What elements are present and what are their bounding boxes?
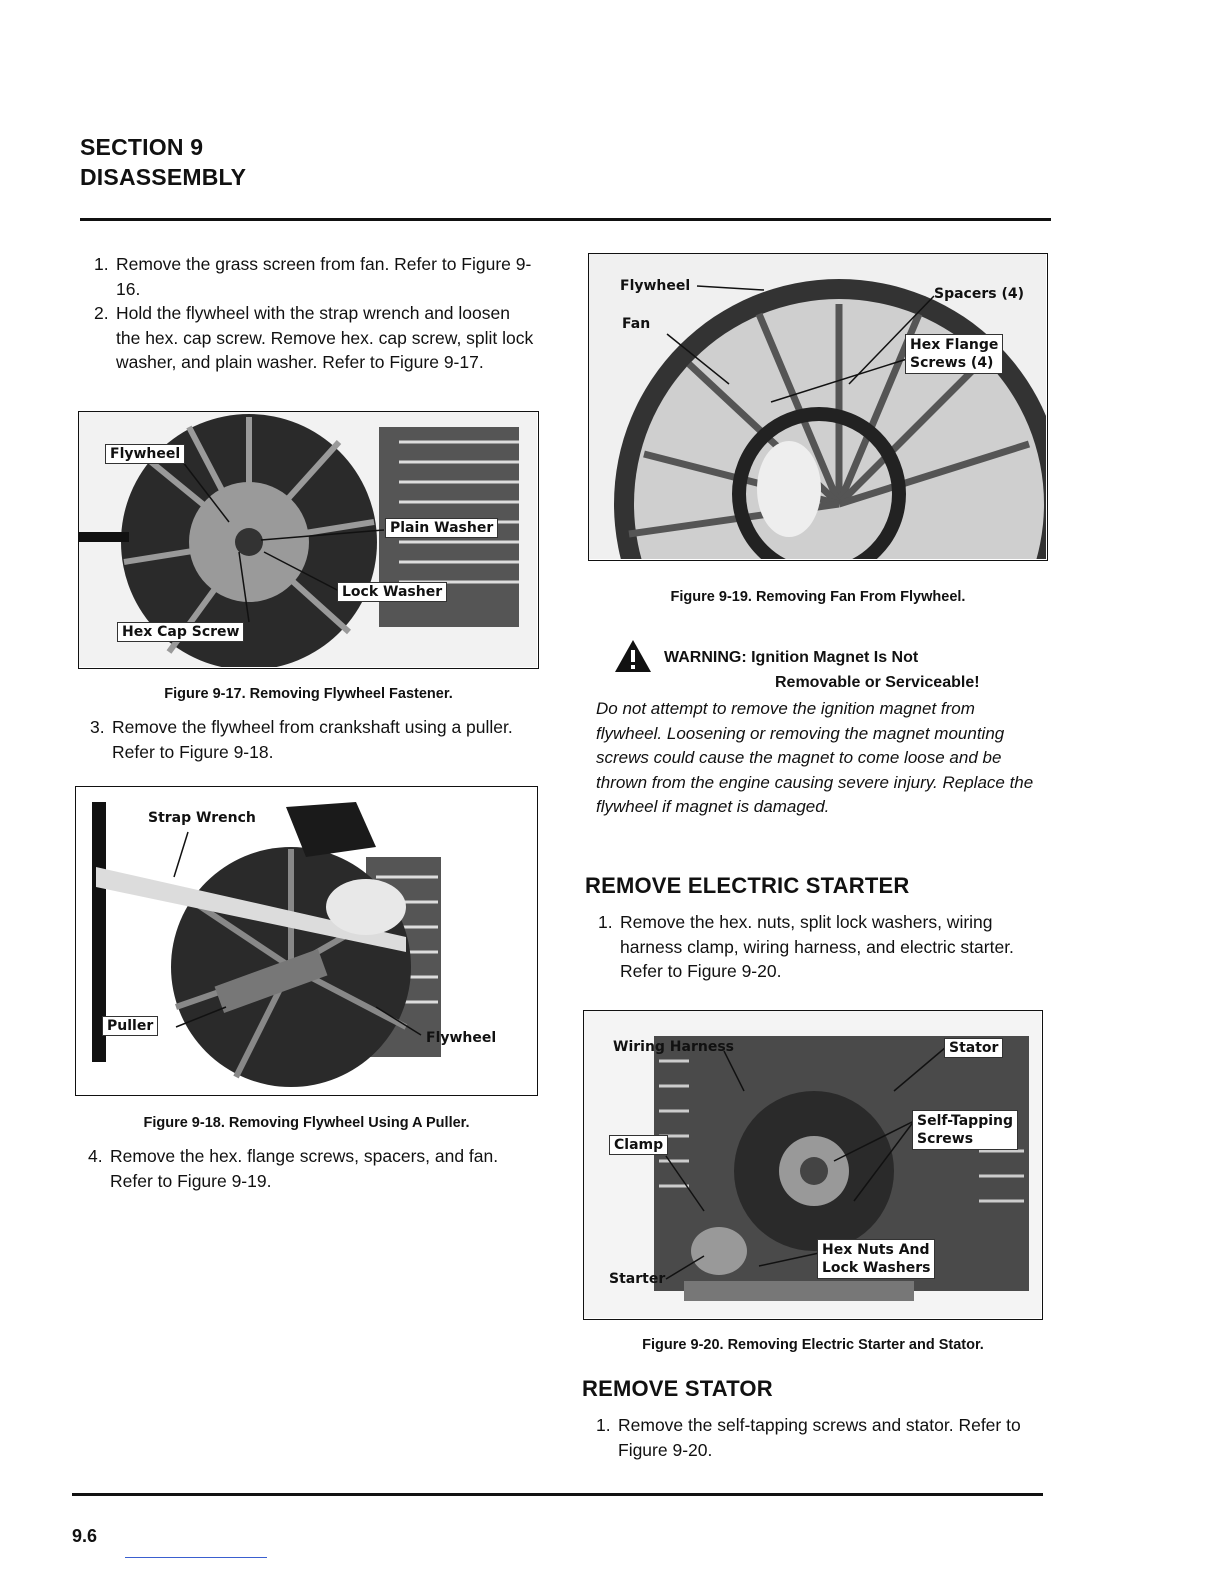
label-hex-nuts-lock-washers: Hex Nuts And Lock Washers: [817, 1239, 935, 1279]
caption-9-18: Figure 9-18. Removing Flywheel Using A Puller.: [143, 1115, 470, 1131]
step-1: 1. Remove the grass screen from fan. Refer to Figure 9-16.: [94, 254, 532, 299]
label-flywheel-18: Flywheel: [426, 1030, 497, 1046]
heading-electric-starter: REMOVE ELECTRIC STARTER: [585, 873, 910, 898]
label-plain-washer: Plain Washer: [385, 518, 498, 538]
warning-icon: [614, 639, 652, 673]
step-2: 2. Hold the flywheel with the strap wrench and loosen the hex. cap screw. Remove hex. cap screw, split lock washer, and plain washer. Refer to Figure 9-17.: [94, 303, 534, 372]
label-starter: Starter: [609, 1271, 666, 1287]
step-4: 4. Remove the hex. flange screws, spacers, and fan. Refer to Figure 9-19.: [88, 1146, 499, 1191]
step-3: 3. Remove the flywheel from crankshaft using a puller. Refer to Figure 9-18.: [90, 717, 513, 762]
figure-9-20: [583, 1010, 1043, 1320]
label-flywheel-19: Flywheel: [620, 278, 691, 294]
label-spacers: Spacers (4): [934, 286, 1024, 302]
caption-9-19: Figure 9-19. Removing Fan From Flywheel.: [670, 589, 966, 605]
label-lock-washer: Lock Washer: [337, 582, 447, 602]
label-flywheel: Flywheel: [105, 444, 185, 464]
flywheel-puller-photo: [76, 787, 536, 1094]
label-wiring-harness: Wiring Harness: [613, 1039, 735, 1055]
label-hex-flange-screws: Hex Flange Screws (4): [905, 334, 1003, 374]
section-title: [80, 132, 246, 192]
label-puller: Puller: [102, 1016, 158, 1036]
caption-9-20: Figure 9-20. Removing Electric Starter and Stator.: [642, 1337, 984, 1353]
section-number: SECTION 9: [80, 134, 204, 160]
stator-step-1: 1. Remove the self-tapping screws and stator. Refer to Figure 9-20.: [596, 1415, 1021, 1460]
footer-rule: [72, 1493, 1043, 1496]
header-rule: [80, 218, 1051, 221]
label-stator: Stator: [944, 1038, 1003, 1058]
heading-stator: REMOVE STATOR: [582, 1376, 773, 1401]
footer-link-line: [125, 1557, 267, 1558]
warning-title-2: Removable or Serviceable!: [775, 674, 980, 691]
section-name: DISASSEMBLY: [80, 164, 247, 190]
page-number: 9.6: [72, 1526, 98, 1546]
starter-step-1: 1. Remove the hex. nuts, split lock washers, wiring harness clamp, wiring harness, and electric starter. Refer to Figure 9-20.: [598, 912, 1014, 981]
warning-body: Do not attempt to remove the ignition magnet from flywheel. Loosening or removing the magnet mounting screws could cause the magnet to come loose and be thrown from the engine causing severe injury. Replace the flywheel if magnet is damaged.: [596, 699, 1034, 816]
figure-9-17: [78, 411, 539, 669]
figure-9-19: [588, 253, 1048, 561]
warning-title-1: WARNING: Ignition Magnet Is Not: [664, 649, 919, 666]
label-self-tapping-screws: Self-Tapping Screws: [912, 1110, 1018, 1150]
label-clamp: Clamp: [609, 1135, 668, 1155]
caption-9-17: Figure 9-17. Removing Flywheel Fastener.: [164, 686, 453, 702]
label-hex-cap-screw: Hex Cap Screw: [117, 622, 244, 642]
label-fan: Fan: [622, 316, 651, 332]
figure-9-18: [75, 786, 538, 1096]
label-strap-wrench: Strap Wrench: [148, 810, 256, 826]
